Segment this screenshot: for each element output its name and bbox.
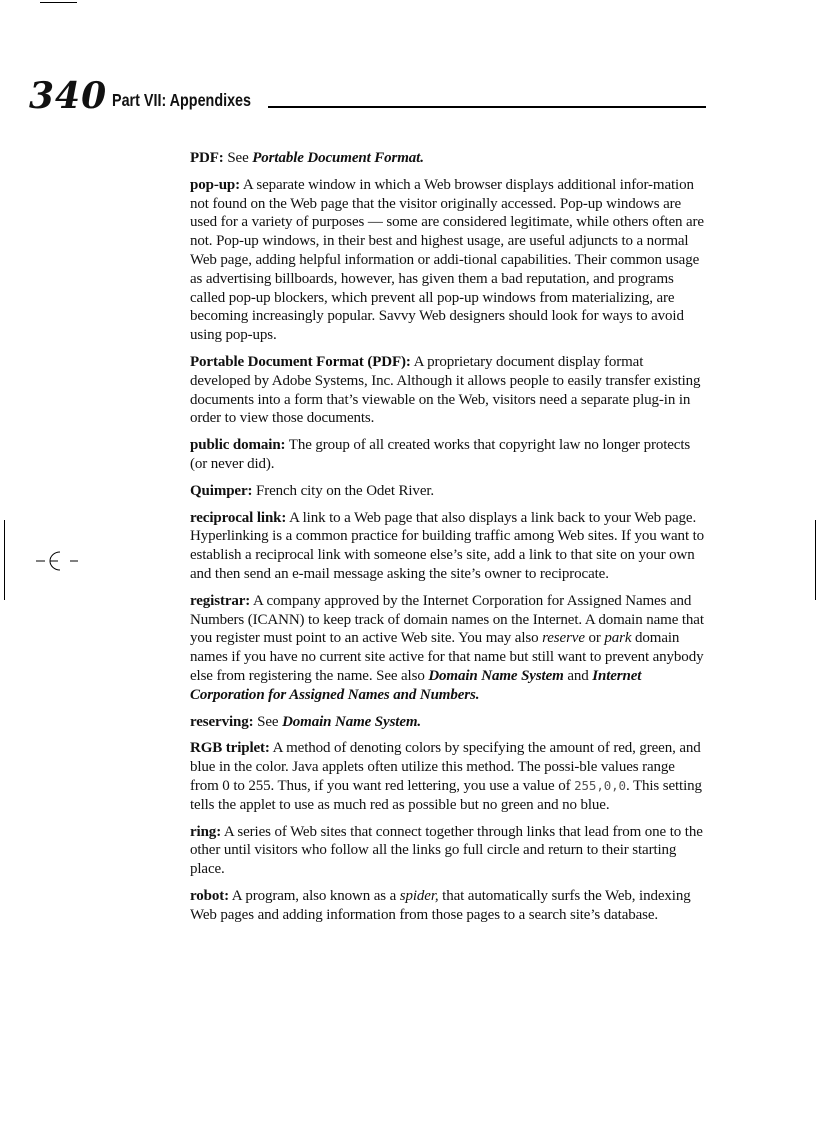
- entry-text: domain names if you have no current site active for that name but still want to prevent anybody else from registering the name. See also: [190, 630, 704, 684]
- glossary-entry-registrar: [190, 592, 706, 705]
- glossary-entry-pop-up: [190, 176, 706, 345]
- margin-line-left: [4, 520, 5, 600]
- glossary-entry-pdf: [190, 149, 706, 168]
- cross-reference: Internet Corporation for Assigned Names and Numbers.: [190, 667, 642, 703]
- entry-text: The group of all created works that copyright law no longer protects (or never did).: [190, 437, 691, 472]
- entry-text: French city on the Odet River.: [252, 482, 435, 499]
- page-number: 340: [29, 75, 108, 117]
- crop-mark-top: [40, 0, 77, 3]
- emphasis-spider: spider,: [399, 887, 439, 904]
- code-sample: 255,0,0: [574, 777, 626, 793]
- entry-term: ring:: [190, 823, 222, 840]
- registration-mark-icon: [36, 549, 82, 573]
- entry-text: that automatically surfs the Web, indexing Web pages and adding information from those pages to a search site’s database.: [190, 887, 691, 923]
- cross-reference: Domain Name System.: [282, 713, 422, 730]
- part-title: Part VII: Appendixes: [112, 90, 252, 110]
- entry-text: A series of Web sites that connect together through links that lead from one to the other until visitors who follow all the links go full circle and return to their starting place.: [190, 823, 703, 878]
- entry-text: See: [223, 150, 253, 166]
- glossary-entries: [190, 149, 706, 932]
- entry-term: pop-up:: [190, 176, 241, 193]
- entry-term: PDF:: [190, 150, 224, 166]
- entry-term: Portable Document Format (PDF):: [190, 353, 411, 370]
- entry-term: reciprocal link:: [190, 509, 287, 526]
- glossary-entry-robot: [190, 887, 706, 925]
- entry-term: RGB triplet:: [190, 740, 270, 757]
- glossary-entry-reciprocal-link: [190, 509, 706, 584]
- emphasis-reserve: reserve: [542, 630, 585, 647]
- entry-text: or: [584, 630, 605, 647]
- emphasis-park: park: [604, 630, 632, 647]
- glossary-entry-rgb-triplet: [190, 739, 706, 814]
- entry-text: A method of denoting colors by specifying the amount of red, green, and blue in the color. Java applets often utilize this method. The possi-ble values range from 0 to 255. Thus, if you want red lettering, you use a value of: [190, 740, 701, 794]
- cross-reference: Portable Document Format.: [252, 150, 424, 166]
- entry-term: registrar:: [190, 592, 251, 609]
- entry-text: A program, also known as a: [229, 887, 400, 904]
- entry-term: Quimper:: [190, 482, 253, 499]
- entry-term: public domain:: [190, 437, 286, 454]
- entry-text: A company approved by the Internet Corporation for Assigned Names and Numbers (ICANN) to keep track of domain names on the Internet. A domain name that you register must point to an active Web site. You may also: [190, 592, 704, 647]
- entry-text: A separate window in which a Web browser displays additional infor-mation not found on the Web page that the visitor originally accessed. Pop-up windows are used for a variety of purposes — some are considered legitimate, while others often are not. Pop-up windows, in their best and highest usage, are useful adjuncts to a normal Web page, adding helpful information or addi-tional capabilities. Their common usage as advertising billboards, however, has given them a bad reputation, and programs called pop-up blockers, which prevent all pop-up windows from materializing, are becoming increasingly popular. Savvy Web designers should look for ways to avoid using pop-ups.: [190, 176, 704, 344]
- page-header: [29, 76, 706, 116]
- entry-term: robot:: [190, 887, 229, 904]
- entry-text: and: [563, 667, 593, 684]
- glossary-entry-reserving: [190, 713, 706, 732]
- entry-text: A proprietary document display format developed by Adobe Systems, Inc. Although it allows people to easily transfer existing documents into a form that’s viewable on the Web, visitors need a separate plug-in in order to view those documents.: [190, 353, 701, 427]
- entry-term: reserving:: [190, 713, 254, 730]
- glossary-entry-ring: [190, 823, 706, 879]
- glossary-entry-portable-document-format: [190, 353, 706, 428]
- entry-text: . This setting tells the applet to use as much red as possible but no green and no blue.: [190, 777, 702, 813]
- glossary-entry-quimper: [190, 482, 706, 501]
- entry-text: See: [253, 713, 283, 730]
- header-rule: [268, 106, 706, 108]
- entry-text: A link to a Web page that also displays a link back to your Web page. Hyperlinking is a common practice for building traffic among Web sites. If you want to establish a reciprocal link with someone else’s site, add a link to that site on your own and then send an e-mail message asking the site’s owner to reciprocate.: [190, 509, 705, 582]
- glossary-entry-public-domain: [190, 436, 706, 474]
- cross-reference: Domain Name System: [428, 667, 564, 684]
